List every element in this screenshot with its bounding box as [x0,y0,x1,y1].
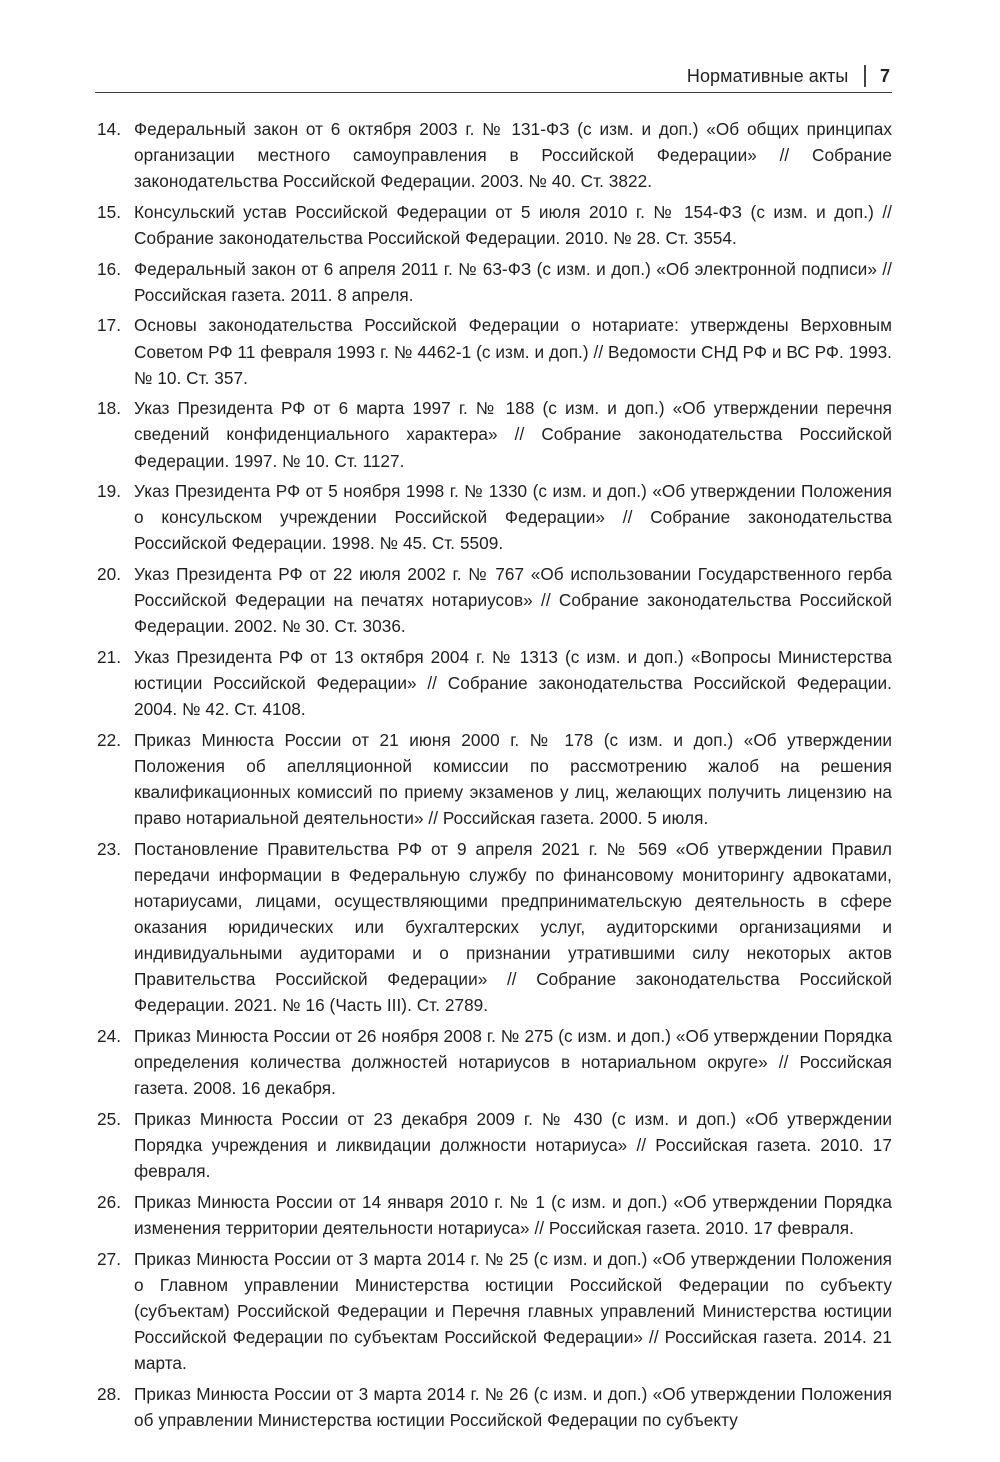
reference-text: Приказ Минюста России от 23 декабря 2009 г. № 430 (с изм. и доп.) «Об утверждении Порядка учреждения и ликвидации должности нотариуса» // Российская газета. 2010. 17 февраля. [134,1108,892,1182]
reference-number: 26. [97,1191,122,1212]
reference-item [97,561,892,639]
reference-item [97,727,892,831]
reference-text: Указ Президента РФ от 13 октября 2004 г. № 1313 (с изм. и доп.) «Вопросы Министерства юстиции Российской Федерации» // Собрание законодательства Российской Федерации. 2004. № 42. Ст. 4108. [134,646,892,720]
reference-text: Приказ Минюста России от 3 марта 2014 г. № 25 (с изм. и доп.) «Об утверждении Положения о Главном управлении Министерства юстиции Российской Федерации по субъекту (субъектам) Российской Федерации и Перечня главных управлений Министерства юстиции Российской Федерации по субъектам Российской Федерации» // Российская газета. 2014. 21 марта. [134,1248,892,1373]
reference-number: 25. [97,1108,122,1129]
reference-item [97,256,892,308]
reference-number: 20. [97,564,122,585]
reference-number: 27. [97,1248,122,1269]
reference-text: Указ Президента РФ от 5 ноября 1998 г. № 1330 (с изм. и доп.) «Об утверждении Положения о консульском учреждении Российской Федерации» // Собрание законодательства Российской Федерации. 1998. № 45. Ст. 5509. [134,481,892,554]
page-number: 7 [879,66,890,86]
reference-number: 28. [97,1383,122,1404]
reference-text: Основы законодательства Российской Федерации о нотариате: утверждены Верховным Советом РФ 11 февраля 1993 г. № 4462-1 (с изм. и доп.) // Ведомости СНД РФ и ВС РФ. 1993. № 10. Ст. 357. [134,315,892,388]
reference-text: Указ Президента РФ от 22 июля 2002 г. № 767 «Об использовании Государственного герба Российской Федерации на печатях нотариусов» // Собрание законодательства Российской Федерации. 2002. № 30. Ст. 3036. [134,564,892,637]
header-right [687,65,890,87]
reference-number: 19. [97,481,122,502]
reference-text: Федеральный закон от 6 апреля 2011 г. № 63-ФЗ (с изм. и доп.) «Об электронной подписи» // Российская газета. 2011. 8 апреля. [134,258,892,305]
reference-number: 14. [97,119,122,139]
reference-number: 18. [97,398,122,419]
reference-item [97,1381,892,1433]
reference-item [97,1246,892,1376]
reference-item [97,836,892,1019]
reference-item [97,395,892,473]
reference-number: 15. [97,201,122,222]
reference-text: Приказ Минюста России от 26 ноября 2008 г. № 275 (с изм. и доп.) «Об утверждении Порядка определения количества должностей нотариусов в нотариальном округе» // Российская газета. 2008. 16 декабря. [134,1026,892,1099]
reference-text: Приказ Минюста России от 3 марта 2014 г. № 26 (с изм. и доп.) «Об утверждении Положения об управлении Министерства юстиции Российской Федерации по субъекту [134,1383,892,1430]
reference-number: 23. [97,838,122,859]
reference-text: Федеральный закон от 6 октября 2003 г. № 131-ФЗ (с изм. и доп.) «Об общих принципах организации местного самоуправления в Российской Федерации» // Собрание законодательства Российской Федерации. 2003. № 40. Ст. 3822. [134,119,892,192]
reference-item [97,1189,892,1241]
running-header [95,62,892,93]
reference-item [97,478,892,556]
header-separator [864,65,866,87]
reference-item [97,312,892,390]
section-title: Нормативные акты [686,66,849,86]
reference-number: 21. [97,646,122,667]
reference-text: Приказ Минюста России от 14 января 2010 г. № 1 (с изм. и доп.) «Об утверждении Порядка изменения территории деятельности нотариуса» // Российская газета. 2010. 17 февраля. [134,1191,892,1238]
reference-text: Приказ Минюста России от 21 июня 2000 г. № 178 (с изм. и доп.) «Об утверждении Положения об апелляционной комиссии по рассмотрению жалоб на решения квалификационных комиссий по приему экзаменов у лиц, желающих получить лицензию на право нотариальной деятельности» // Российская газета. 2000. 5 июля. [134,729,892,829]
reference-text: Постановление Правительства РФ от 9 апреля 2021 г. № 569 «Об утверждении Правил передачи информации в Федеральную службу по финансовому мониторингу адвокатами, нотариусами, лицами, осуществляющими предпринимательскую деятельность в сфере оказания юридических или бухгалтерских услуг, аудиторскими организациями и индивидуальными аудиторами и о признании утратившими силу некоторых актов Правительства Российской Федерации» // Собрание законодательства Российской Федерации. 2021. № 16 (Часть III). Ст. 2789. [134,838,892,1016]
reference-item [97,1023,892,1101]
reference-number: 24. [97,1026,122,1047]
reference-item [97,199,892,251]
reference-item [97,644,892,722]
reference-number: 22. [97,729,122,750]
reference-number: 17. [97,315,122,336]
reference-item [97,116,892,194]
reference-text: Консульский устав Российской Федерации от 5 июля 2010 г. № 154-ФЗ (с изм. и доп.) // Собрание законодательства Российской Федерации. 2010. № 28. Ст. 3554. [134,201,892,248]
reference-item [97,1106,892,1184]
reference-list [97,116,892,1437]
reference-number: 16. [97,258,122,279]
reference-text: Указ Президента РФ от 6 марта 1997 г. № 188 (с изм. и доп.) «Об утверждении перечня сведений конфиденциального характера» // Собрание законодательства Российской Федерации. 1997. № 10. Ст. 1127. [134,398,892,471]
